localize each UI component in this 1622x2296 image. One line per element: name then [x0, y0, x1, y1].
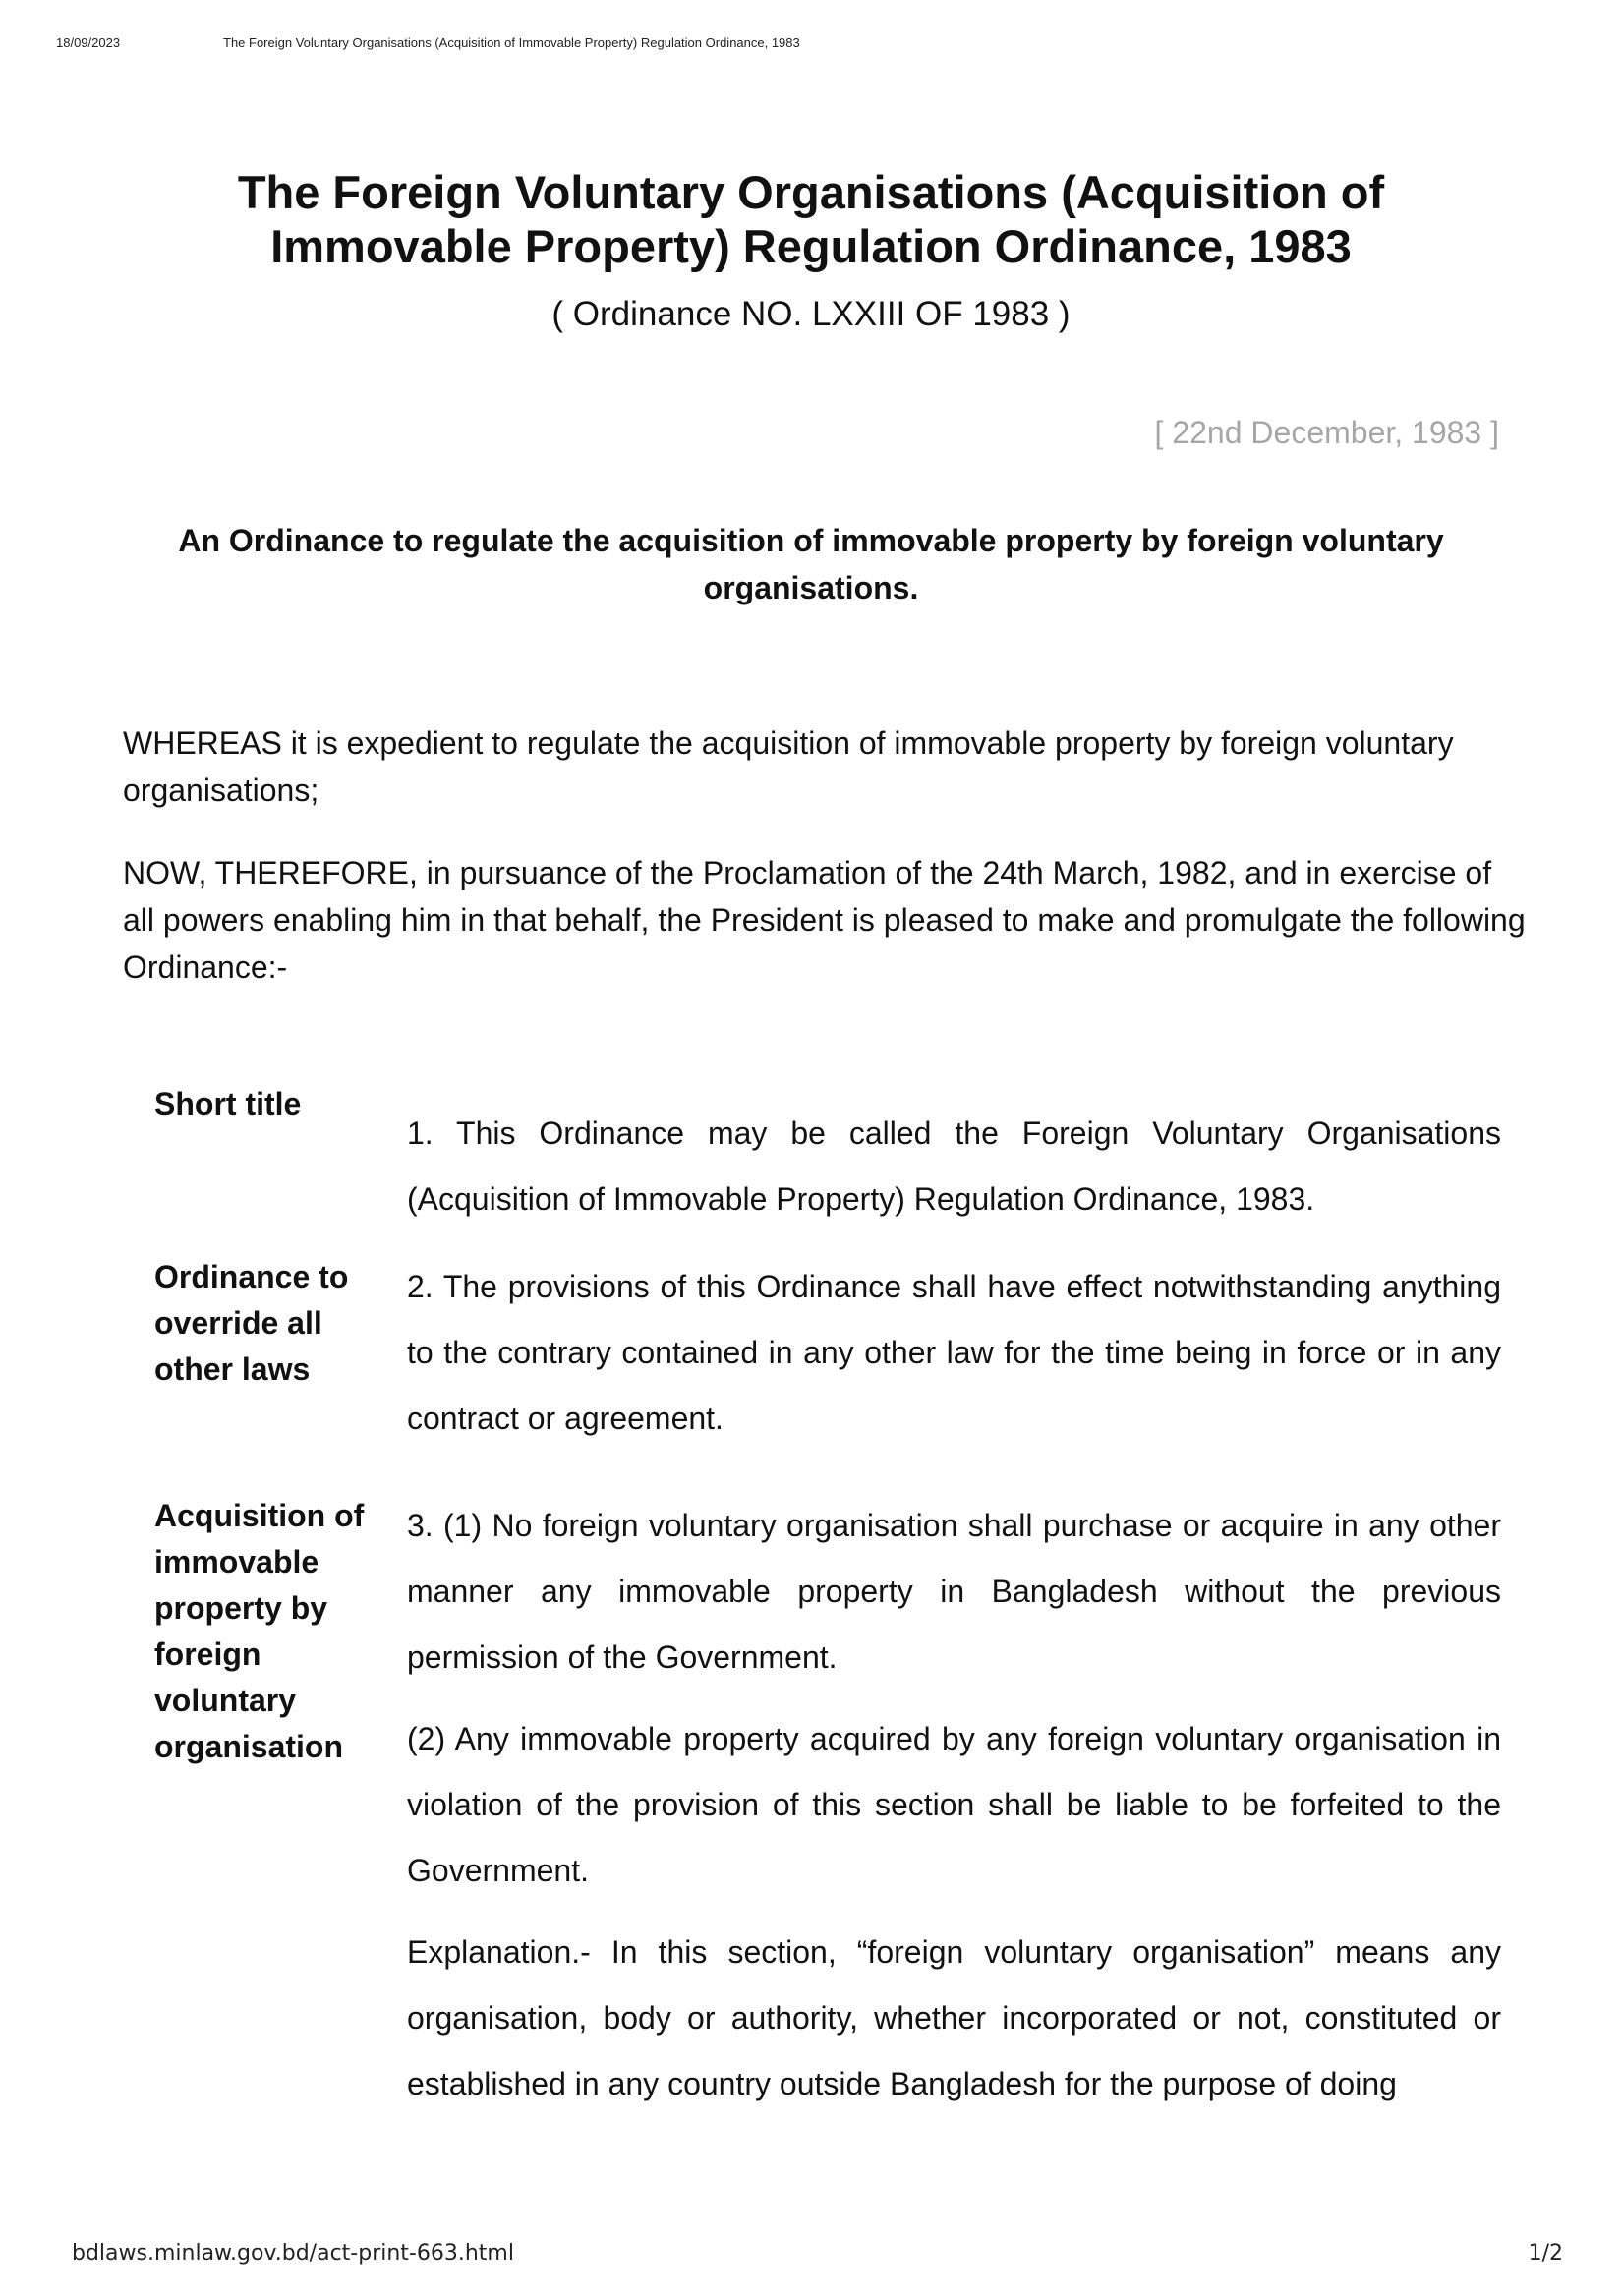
- source-url: bdlaws.minlaw.gov.bd/act-print-663.html: [72, 2241, 514, 2266]
- section-paragraph: Explanation.- In this section, “foreign voluntary organisation” means any organisation, body or authority, whether incorporated or not, constituted or established in any country outside Bangladesh for the purpose of doing: [407, 1934, 1501, 2101]
- print-date: 18/09/2023: [56, 35, 121, 50]
- section-paragraph: (2) Any immovable property acquired by any foreign voluntary organisation in violation of the provision of this section shall be liable to be forfeited to the Government.: [407, 1721, 1501, 1888]
- page-number: 1/2: [1528, 2241, 1563, 2266]
- print-header: [56, 35, 1566, 55]
- section-body: [407, 1101, 1501, 1248]
- section-marginal-note: Ordinance to override all other laws: [154, 1259, 349, 1387]
- ordinance-number: ( Ordinance NO. LXXIII OF 1983 ): [551, 295, 1071, 333]
- print-header-title: The Foreign Voluntary Organisations (Acquisition of Immovable Property) Regulation Ordinance, 1983: [223, 35, 800, 50]
- therefore-paragraph: NOW, THEREFORE, in pursuance of the Proclamation of the 24th March, 1982, and in exercise of all powers enabling him in that behalf, the President is pleased to make and promulgate the following Ordinance:-: [123, 855, 1526, 985]
- section-marginal-note: Short title: [154, 1086, 302, 1121]
- section-paragraph: 3. (1) No foreign voluntary organisation shall purchase or acquire in any other manner any immovable property in Bangladesh without the previous permission of the Government.: [407, 1508, 1501, 1675]
- whereas-paragraph: WHEREAS it is expedient to regulate the acquisition of immovable property by foreign voluntary organisations;: [123, 725, 1454, 808]
- section-paragraph: 1. This Ordinance may be called the Foreign Voluntary Organisations (Acquisition of Immovable Property) Regulation Ordinance, 1983.: [407, 1116, 1501, 1217]
- section-body: [407, 1254, 1501, 1467]
- page-title: The Foreign Voluntary Organisations (Acquisition of Immovable Property) Regulation Ordinance, 1983: [237, 166, 1385, 272]
- print-footer: [72, 2241, 1563, 2270]
- preamble-title: An Ordinance to regulate the acquisition of immovable property by foreign voluntary organisations.: [178, 523, 1444, 605]
- section-body: [407, 1493, 1501, 2133]
- section-paragraph: 2. The provisions of this Ordinance shall have effect notwithstanding anything to the contrary contained in any other law for the time being in force or in any contract or agreement.: [407, 1269, 1501, 1436]
- ordinance-date: [ 22nd December, 1983 ]: [1154, 415, 1499, 450]
- section-marginal-note: Acquisition of immovable property by foreign voluntary organisation: [154, 1498, 365, 1764]
